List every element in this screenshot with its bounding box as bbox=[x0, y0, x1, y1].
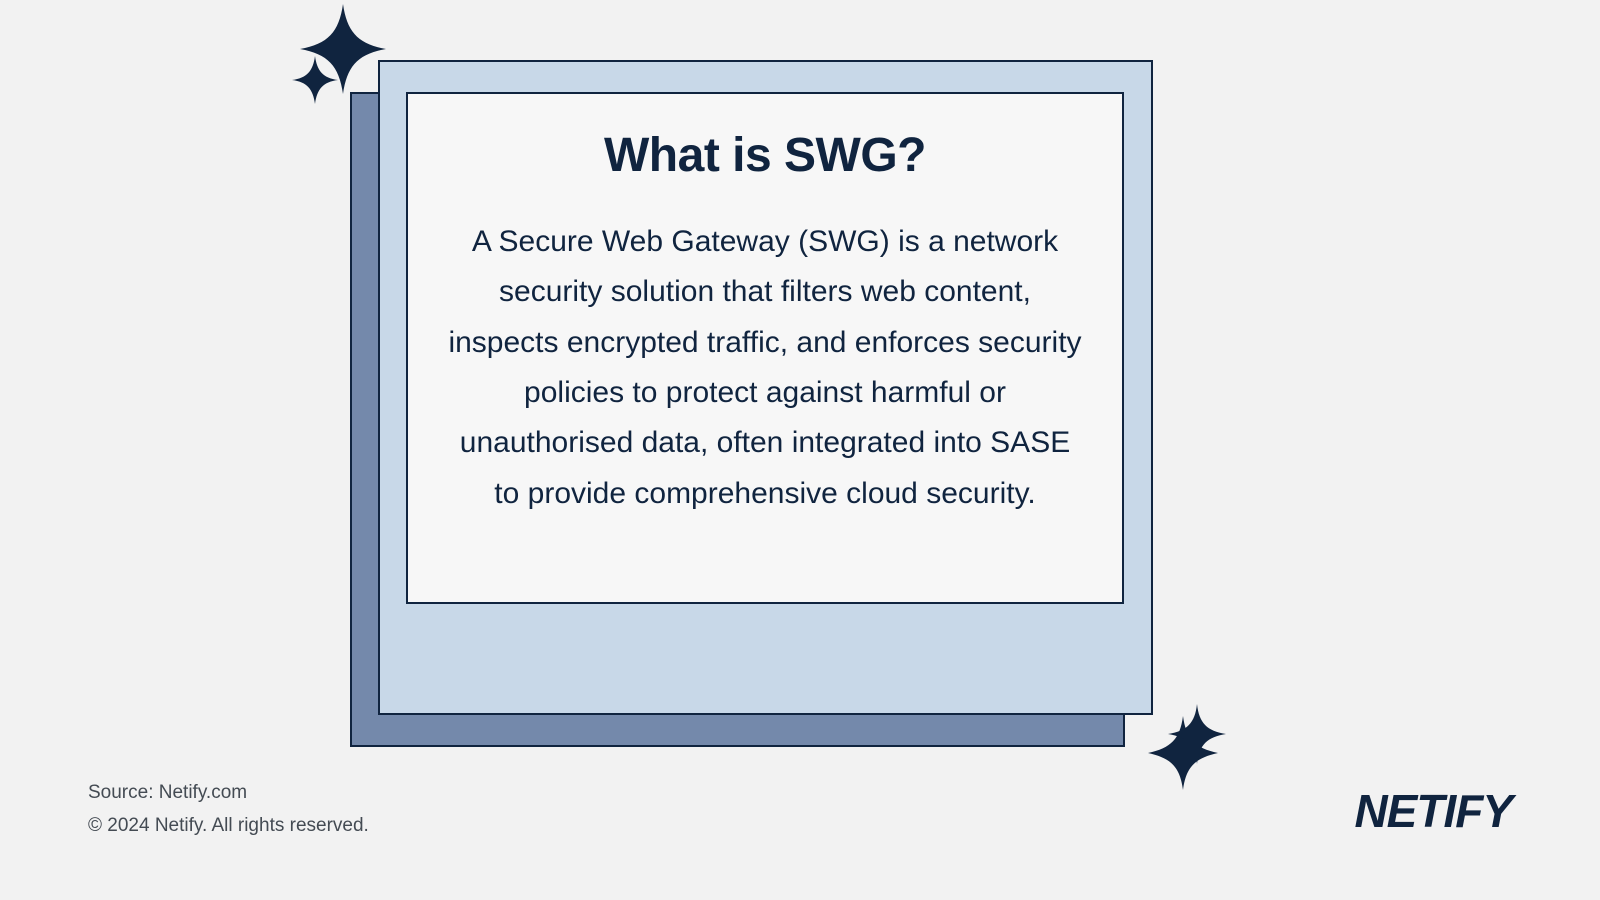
card-content-panel bbox=[406, 92, 1124, 604]
footer bbox=[88, 776, 369, 843]
info-card bbox=[350, 60, 1160, 750]
card-description: A Secure Web Gateway (SWG) is a network security solution that filters web content, inspects encrypted traffic, and enforces security policies to protect against harmful or unauthorised data, often integrated into SASE to provide comprehensive cloud security. bbox=[448, 224, 1082, 510]
sparkle-icon bbox=[292, 56, 338, 104]
source-text: Source: Netify.com bbox=[88, 781, 248, 803]
sparkle-icon bbox=[1168, 704, 1226, 764]
page-title: What is SWG? bbox=[604, 129, 926, 182]
copyright-text: © 2024 Netify. All rights reserved. bbox=[88, 814, 369, 836]
netify-logo: NETIFY bbox=[1354, 785, 1512, 837]
